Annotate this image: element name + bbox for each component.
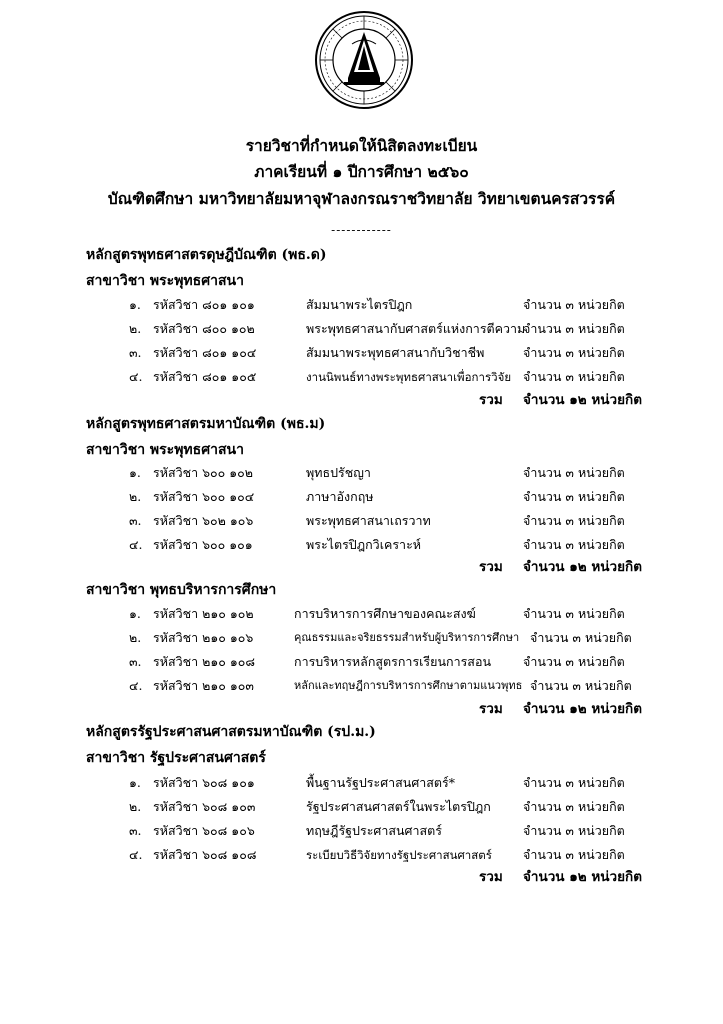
course-name: การบริหารหลักสูตรการเรียนการสอน xyxy=(294,654,491,669)
program-heading: หลักสูตรพุทธศาสตรดุษฎีบัณฑิต (พธ.ด) xyxy=(86,247,327,263)
course-row xyxy=(0,796,723,818)
course-name: งานนิพนธ์ทางพระพุทธศาสนาเพื่อการวิจัย xyxy=(306,370,512,384)
course-row xyxy=(0,844,723,866)
course-row xyxy=(0,366,723,388)
course-code: รหัสวิชา ๘๐๑ ๑๐๕ xyxy=(153,369,257,384)
total-credits: จำนวน ๑๒ หน่วยกิต xyxy=(523,392,642,408)
major-heading: สาขาวิชา รัฐประศาสนศาสตร์ xyxy=(86,750,266,766)
course-row xyxy=(0,603,723,625)
course-credit: จำนวน ๓ หน่วยกิต xyxy=(523,465,625,480)
course-index: ๓. xyxy=(129,345,142,360)
course-code: รหัสวิชา ๖๐๘ ๑๐๘ xyxy=(153,847,257,862)
course-code: รหัสวิชา ๒๑๐ ๑๐๓ xyxy=(153,678,254,693)
course-index: ๓. xyxy=(129,823,142,838)
course-name: ทฤษฎีรัฐประศาสนศาสตร์ xyxy=(306,823,442,838)
course-credit: จำนวน ๓ หน่วยกิต xyxy=(523,823,625,838)
course-code: รหัสวิชา ๖๐๒ ๑๐๖ xyxy=(153,513,254,528)
major-heading: สาขาวิชา พระพุทธศาสนา xyxy=(86,442,244,458)
course-credit: จำนวน ๓ หน่วยกิต xyxy=(523,345,625,360)
course-name: หลักและทฤษฎีการบริหารการศึกษาตามแนวพุทธ xyxy=(294,679,523,692)
course-name: สัมมนาพระไตรปิฎก xyxy=(306,297,413,312)
course-code: รหัสวิชา ๒๑๐ ๑๐๖ xyxy=(153,630,254,645)
course-index: ๑. xyxy=(129,606,141,621)
total-credits: จำนวน ๑๒ หน่วยกิต xyxy=(523,701,642,717)
course-name: สัมมนาพระพุทธศาสนากับวิชาชีพ xyxy=(306,345,485,360)
course-credit: จำนวน ๓ หน่วยกิต xyxy=(523,321,625,336)
course-code: รหัสวิชา ๖๐๘ ๑๐๖ xyxy=(153,823,255,838)
course-credit: จำนวน ๓ หน่วยกิต xyxy=(523,489,625,504)
course-row xyxy=(0,510,723,532)
course-index: ๔. xyxy=(129,847,143,862)
course-credit: จำนวน ๓ หน่วยกิต xyxy=(530,678,632,693)
course-credit: จำนวน ๓ หน่วยกิต xyxy=(523,369,625,384)
total-label: รวม xyxy=(479,869,503,885)
course-code: รหัสวิชา ๘๐๑ ๑๐๑ xyxy=(153,297,255,312)
course-name: ภาษาอังกฤษ xyxy=(306,489,374,504)
course-index: ๒. xyxy=(129,799,142,814)
course-index: ๓. xyxy=(129,513,142,528)
program-heading: หลักสูตรพุทธศาสตรมหาบัณฑิต (พธ.ม) xyxy=(86,416,326,432)
course-row xyxy=(0,462,723,484)
course-index: ๔. xyxy=(129,369,143,384)
total-credits: จำนวน ๑๒ หน่วยกิต xyxy=(523,869,642,885)
total-label: รวม xyxy=(479,392,503,408)
course-code: รหัสวิชา ๖๐๐ ๑๐๔ xyxy=(153,489,255,504)
course-credit: จำนวน ๓ หน่วยกิต xyxy=(523,513,625,528)
course-credit: จำนวน ๓ หน่วยกิต xyxy=(523,799,625,814)
course-index: ๑. xyxy=(129,297,141,312)
course-name: การบริหารการศึกษาของคณะสงฆ์ xyxy=(294,606,476,621)
course-row xyxy=(0,772,723,794)
title-separator: ------------ xyxy=(331,223,392,237)
course-index: ๒. xyxy=(129,630,142,645)
course-code: รหัสวิชา ๖๐๐ ๑๐๑ xyxy=(153,537,253,552)
course-name: พระพุทธศาสนากับศาสตร์แห่งการตีความ xyxy=(306,321,526,336)
course-row xyxy=(0,486,723,508)
course-index: ๒. xyxy=(129,321,142,336)
course-row xyxy=(0,627,723,649)
course-name: พื้นฐานรัฐประศาสนศาสตร์* xyxy=(306,775,456,790)
course-code: รหัสวิชา ๘๐๐ ๑๐๒ xyxy=(153,321,255,336)
course-code: รหัสวิชา ๘๐๑ ๑๐๔ xyxy=(153,345,257,360)
major-heading: สาขาวิชา พระพุทธศาสนา xyxy=(86,273,244,289)
course-index: ๔. xyxy=(129,537,143,552)
course-index: ๑. xyxy=(129,465,141,480)
course-row xyxy=(0,651,723,673)
course-name: รัฐประศาสนศาสตร์ในพระไตรปิฎก xyxy=(306,799,491,814)
document-title: รายวิชาที่กำหนดให้นิสิตลงทะเบียน xyxy=(245,136,478,155)
major-heading: สาขาวิชา พุทธบริหารการศึกษา xyxy=(86,582,277,598)
course-row xyxy=(0,534,723,556)
course-index: ๓. xyxy=(129,654,142,669)
course-name: คุณธรรมและจริยธรรมสำหรับผู้บริหารการศึกษา xyxy=(294,631,520,644)
course-credit: จำนวน ๓ หน่วยกิต xyxy=(523,297,625,312)
course-name: พระพุทธศาสนาเถรวาท xyxy=(306,513,431,528)
course-row xyxy=(0,318,723,340)
course-credit: จำนวน ๓ หน่วยกิต xyxy=(523,775,625,790)
course-code: รหัสวิชา ๖๐๐ ๑๐๒ xyxy=(153,465,254,480)
course-code: รหัสวิชา ๖๐๘ ๑๐๓ xyxy=(153,799,256,814)
program-heading: หลักสูตรรัฐประศาสนศาสตรมหาบัณฑิต (รป.ม.) xyxy=(86,724,376,740)
semester-line: ภาคเรียนที่ ๑ ปีการศึกษา ๒๕๖๐ xyxy=(254,162,469,181)
course-name: พระไตรปิฎกวิเคราะห์ xyxy=(306,537,422,552)
course-row xyxy=(0,675,723,697)
total-label: รวม xyxy=(479,559,503,575)
course-row xyxy=(0,342,723,364)
course-credit: จำนวน ๓ หน่วยกิต xyxy=(523,537,625,552)
university-seal-logo xyxy=(314,10,414,110)
course-row xyxy=(0,820,723,842)
course-code: รหัสวิชา ๒๑๐ ๑๐๘ xyxy=(153,654,256,669)
course-name: พุทธปรัชญา xyxy=(306,465,371,480)
total-credits: จำนวน ๑๒ หน่วยกิต xyxy=(523,559,642,575)
course-credit: จำนวน ๓ หน่วยกิต xyxy=(523,654,625,669)
course-index: ๔. xyxy=(129,678,143,693)
institution-line: บัณฑิตศึกษา มหาวิทยาลัยมหาจุฬาลงกรณราชวิทยาลัย วิทยาเขตนครสวรรค์ xyxy=(107,189,616,208)
course-code: รหัสวิชา ๒๑๐ ๑๐๒ xyxy=(153,606,254,621)
total-label: รวม xyxy=(479,701,503,717)
course-name: ระเบียบวิธีวิจัยทางรัฐประศาสนศาสตร์ xyxy=(306,848,492,862)
course-credit: จำนวน ๓ หน่วยกิต xyxy=(530,630,632,645)
course-code: รหัสวิชา ๖๐๘ ๑๐๑ xyxy=(153,775,255,790)
course-credit: จำนวน ๓ หน่วยกิต xyxy=(523,606,625,621)
course-index: ๑. xyxy=(129,775,141,790)
course-index: ๒. xyxy=(129,489,142,504)
course-credit: จำนวน ๓ หน่วยกิต xyxy=(523,847,625,862)
course-row xyxy=(0,294,723,316)
